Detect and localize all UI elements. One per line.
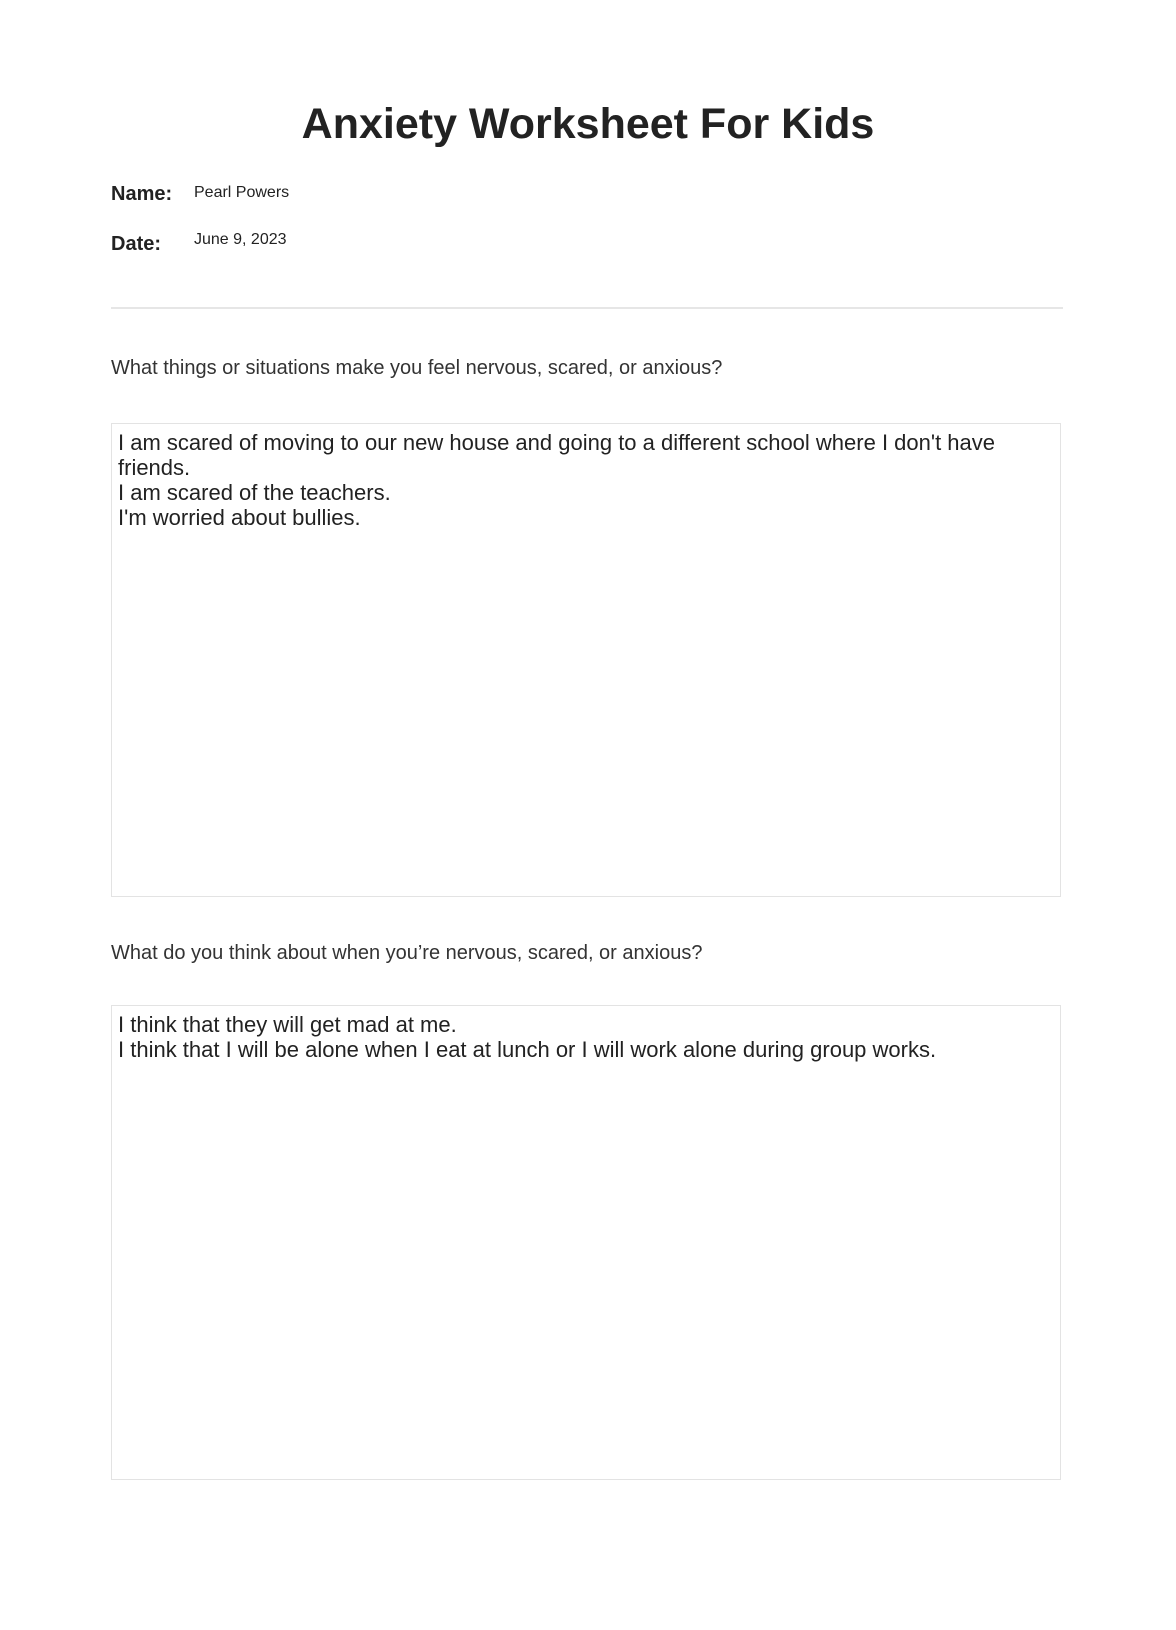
question-2-answer-line: I think that they will get mad at me. bbox=[118, 1012, 457, 1037]
date-label: Date: bbox=[111, 233, 162, 255]
question-1-answer-box[interactable] bbox=[111, 423, 1061, 897]
question-2-answer-line: I think that I will be alone when I eat at lunch or I will work alone during group works. bbox=[118, 1037, 937, 1062]
page-title: Anxiety Worksheet For Kids bbox=[301, 100, 875, 148]
question-1-answer-line: I'm worried about bullies. bbox=[118, 505, 361, 530]
question-1-prompt: What things or situations make you feel nervous, scared, or anxious? bbox=[111, 357, 723, 379]
question-1-answer-line: I am scared of the teachers. bbox=[118, 480, 391, 505]
question-1-answer-line: I am scared of moving to our new house and going to a different school where I don't have friends. bbox=[118, 430, 996, 480]
name-label: Name: bbox=[111, 183, 173, 205]
section-divider bbox=[111, 307, 1063, 309]
date-value: June 9, 2023 bbox=[194, 231, 287, 248]
question-2-prompt: What do you think about when you’re nervous, scared, or anxious? bbox=[111, 942, 703, 964]
question-2-answer-box[interactable] bbox=[111, 1005, 1061, 1480]
name-value: Pearl Powers bbox=[194, 184, 290, 201]
